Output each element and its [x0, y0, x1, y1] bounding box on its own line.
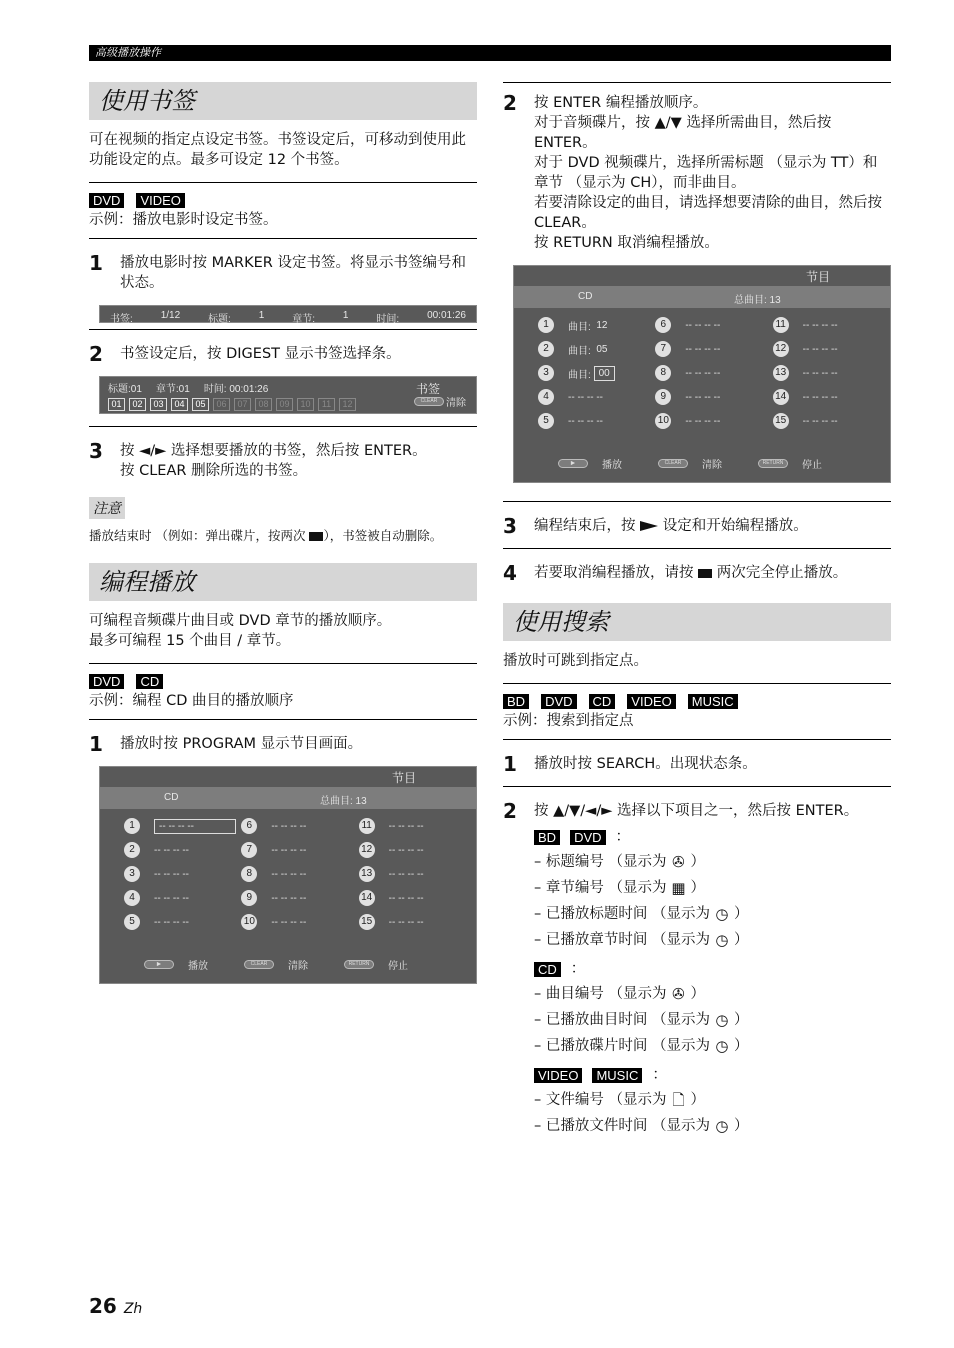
- slot-value: -- -- -- --: [154, 868, 189, 880]
- disc-type: CD: [578, 291, 593, 302]
- program-slot[interactable]: [359, 913, 476, 931]
- program-slot[interactable]: [124, 865, 241, 883]
- bookmark-slot[interactable]: 08: [255, 398, 272, 411]
- clear-label: 清除: [288, 961, 308, 972]
- total-tracks: 总曲目: 13: [320, 796, 367, 807]
- slot-number: 14: [773, 389, 789, 405]
- left-column: [89, 82, 477, 990]
- slot-value: -- -- -- --: [388, 892, 424, 904]
- clear-button[interactable]: CLEAR: [414, 397, 444, 406]
- group1-badges: [534, 827, 891, 847]
- step-number: 2: [503, 799, 517, 823]
- slot-value: -- -- -- --: [568, 391, 603, 403]
- note-title: 注意: [89, 497, 125, 519]
- program-slot[interactable]: [655, 316, 772, 334]
- program-example: 示例：编程 CD 曲目的播放顺序: [89, 693, 294, 709]
- slot-number: 8: [655, 365, 671, 381]
- breadcrumb: 高级播放操作: [89, 45, 891, 61]
- stop-label: 停止: [388, 961, 408, 972]
- step-text: 播放时按 SEARCH。出现状态条。: [534, 756, 757, 772]
- disc-type: CD: [164, 792, 179, 803]
- divider: [503, 786, 891, 787]
- note-text-b: ），书签被自动删除。: [323, 528, 443, 543]
- slot-value: -- -- -- --: [271, 820, 307, 832]
- program-slot[interactable]: [655, 340, 772, 358]
- bookmark-slot[interactable]: 06: [213, 398, 230, 411]
- step-text: 按 RETURN 取消编程播放。: [534, 235, 719, 251]
- strip-value: 00:01:26: [427, 310, 466, 321]
- search-badges: [503, 694, 891, 709]
- program-intro: [89, 611, 477, 651]
- step-number: 1: [503, 752, 517, 776]
- divider: [89, 182, 477, 183]
- bookmark-slot[interactable]: 10: [297, 398, 314, 411]
- program-slot[interactable]: [359, 817, 476, 835]
- slot-value: -- -- -- --: [271, 916, 307, 928]
- program-screen-1: [99, 766, 477, 984]
- slot-value: -- -- -- --: [154, 916, 189, 928]
- program-slot[interactable]: [124, 913, 241, 931]
- step-number: 3: [89, 439, 103, 463]
- item-text: – 已播放章节时间 （显示为: [534, 932, 710, 948]
- program-step-2: [503, 89, 891, 259]
- badge-dvd: DVD: [541, 694, 576, 709]
- list-item: [534, 875, 891, 901]
- slot-number: 14: [359, 890, 375, 906]
- bookmark-slot[interactable]: 09: [276, 398, 293, 411]
- section-title-program: 编程播放: [89, 563, 477, 601]
- group2-badges: [534, 959, 891, 979]
- badge-dvd: DVD: [570, 830, 605, 845]
- item-text: – 章节编号 （显示为: [534, 880, 667, 896]
- program-slot[interactable]: [538, 388, 655, 406]
- divider: [89, 426, 477, 427]
- slot-number: 2: [124, 842, 140, 858]
- badge-video: VIDEO: [136, 193, 184, 208]
- clear-button[interactable]: CLEAR: [658, 459, 688, 468]
- bm-chapter-info: 章节:01: [155, 384, 190, 395]
- stop-icon: [698, 569, 712, 578]
- list-item: [534, 1113, 891, 1139]
- return-button[interactable]: RETURN: [758, 459, 788, 468]
- total-tracks: 总曲目: 13: [734, 295, 781, 306]
- bookmark-status-strip: [99, 305, 477, 323]
- slot-number: 9: [241, 890, 257, 906]
- step-text: [534, 516, 891, 536]
- close-paren: ）: [690, 986, 705, 1002]
- film-reel-icon: ✇: [672, 985, 685, 1003]
- list-item: [534, 1007, 891, 1033]
- bookmark-selection-bar: [99, 376, 477, 414]
- item-text: – 文件编号 （显示为: [534, 1092, 667, 1108]
- slot-value: -- -- -- --: [388, 916, 424, 928]
- step-number: 1: [89, 732, 103, 756]
- bookmark-example: 示例：播放电影时设定书签。: [89, 212, 278, 228]
- strip-label: 时间:: [376, 314, 400, 325]
- file-icon: 🗋: [672, 1091, 685, 1109]
- divider: [503, 548, 891, 549]
- slot-value: -- -- -- --: [685, 343, 721, 355]
- program-slot[interactable]: [241, 889, 358, 907]
- note-text-a: 播放结束时 （例如：弹出碟片，按两次: [89, 528, 310, 543]
- slot-value: -- -- -- --: [685, 415, 721, 427]
- play-label: 播放: [602, 460, 622, 471]
- slot-value: -- -- -- --: [271, 844, 307, 856]
- language-code: Zh: [123, 1301, 143, 1317]
- program-slot[interactable]: [124, 817, 241, 835]
- program-slot[interactable]: [655, 412, 772, 430]
- step-text: 播放时按 PROGRAM 显示节目画面。: [120, 736, 363, 752]
- search-step-1: [503, 746, 891, 780]
- step-text: 播放电影时按 MARKER 设定书签。将显示书签编号和状态。: [120, 255, 466, 291]
- program-step-4: [503, 555, 891, 589]
- step-text: 按 CLEAR 删除所选的书签。: [120, 463, 308, 479]
- badge-bd: BD: [534, 830, 560, 845]
- program-screen-2: [513, 265, 891, 483]
- clear-label: 清除: [446, 398, 466, 409]
- colon: ：: [570, 961, 586, 977]
- search-example: 示例：搜索到指定点: [503, 713, 634, 729]
- slot-number: 11: [773, 317, 789, 333]
- step-text: 书签设定后，按 DIGEST 显示书签选择条。: [120, 346, 401, 362]
- program-step-1: [89, 726, 477, 760]
- bm-clear: [414, 394, 466, 409]
- strip-value: 1/12: [160, 310, 181, 321]
- badge-cd: CD: [136, 674, 163, 689]
- program-slot[interactable]: [773, 340, 890, 358]
- slot-number: 7: [655, 341, 671, 357]
- step-text: [534, 563, 891, 583]
- program-slot[interactable]: [359, 889, 476, 907]
- program-slot[interactable]: [773, 364, 890, 382]
- badge-dvd: DVD: [89, 193, 124, 208]
- return-button[interactable]: RETURN: [344, 960, 374, 969]
- bookmark-slot[interactable]: 07: [234, 398, 251, 411]
- slot-number: 11: [359, 818, 375, 834]
- step-number: 2: [503, 91, 517, 115]
- slot-value: -- -- -- --: [802, 343, 838, 355]
- clear-label: 清除: [702, 460, 722, 471]
- program-slot[interactable]: [773, 316, 890, 334]
- slot-value: -- -- -- --: [271, 892, 307, 904]
- slot-number: 3: [124, 866, 140, 882]
- bookmark-slot[interactable]: 11: [318, 398, 335, 411]
- track-label: 曲目:: [568, 369, 591, 381]
- close-paren: ）: [733, 932, 749, 948]
- divider: [503, 82, 891, 83]
- item-text: – 已播放标题时间 （显示为: [534, 906, 710, 922]
- bookmark-slot[interactable]: 05: [192, 398, 209, 411]
- program-slot[interactable]: [538, 412, 655, 430]
- slot-value: -- -- -- --: [154, 892, 189, 904]
- slot-number: 3: [538, 365, 554, 381]
- strip-value: 1: [342, 310, 349, 321]
- close-paren: ）: [690, 854, 705, 870]
- list-item: [534, 1033, 891, 1059]
- slot-number: 4: [538, 389, 554, 405]
- slot-value: -- -- -- --: [568, 415, 603, 427]
- slot-number: 8: [241, 866, 257, 882]
- divider: [89, 238, 477, 239]
- track-label: 曲目:: [568, 345, 591, 357]
- slot-value: -- -- -- --: [388, 844, 424, 856]
- slot-number: 13: [773, 365, 789, 381]
- divider: [503, 501, 891, 502]
- program-header: 节目: [391, 771, 416, 785]
- slot-value: -- -- -- --: [271, 868, 307, 880]
- slot-number: 13: [359, 866, 375, 882]
- clock-icon: ◷: [715, 1117, 729, 1135]
- program-slot[interactable]: [124, 841, 241, 859]
- program-footer: [514, 430, 890, 481]
- badge-music: MUSIC: [688, 694, 738, 709]
- step-text-a: 编程结束后，按: [534, 518, 641, 534]
- slot-number: 4: [124, 890, 140, 906]
- list-item: [534, 849, 891, 875]
- badge-music: MUSIC: [592, 1068, 642, 1083]
- step-number: 4: [503, 561, 517, 585]
- slot-value: -- -- -- --: [685, 319, 721, 331]
- play-label: 播放: [188, 961, 208, 972]
- bookmark-step-1: [89, 245, 477, 299]
- note-text: [89, 527, 477, 545]
- colon: ：: [615, 829, 631, 845]
- clock-disc-icon: ◷: [715, 1037, 729, 1055]
- badge-video: VIDEO: [534, 1068, 582, 1083]
- slot-number: 10: [655, 413, 671, 429]
- step-text: 对于 DVD 视频碟片，选择所需标题 （显示为 TT）和章节 （显示为 CH），而非曲目。: [534, 155, 878, 191]
- group3-badges: [534, 1065, 891, 1085]
- item-text: – 标题编号 （显示为: [534, 854, 667, 870]
- play-button[interactable]: ►: [144, 960, 174, 969]
- bookmark-step-2: [89, 336, 477, 370]
- slot-value: -- -- -- --: [802, 415, 838, 427]
- program-slot[interactable]: [359, 841, 476, 859]
- slot-value: -- -- -- --: [802, 367, 838, 379]
- program-step-3: [503, 508, 891, 542]
- step-text-b: 两次完全停止播放。: [712, 565, 848, 581]
- slot-value: -- -- -- --: [388, 820, 424, 832]
- step-text-b: 设定和开始编程播放。: [658, 518, 808, 534]
- slot-value: -- -- -- --: [685, 391, 721, 403]
- list-item: [534, 927, 891, 953]
- section-title-bookmark: 使用书签: [89, 82, 477, 120]
- colon: ：: [652, 1067, 667, 1083]
- close-paren: ）: [733, 1038, 749, 1054]
- program-slot[interactable]: [124, 889, 241, 907]
- clock-tt-icon: ◷: [715, 905, 729, 923]
- bm-title-info: 标题:01: [108, 384, 142, 395]
- program-intro-line: 可编程音频碟片曲目或 DVD 章节的播放顺序。: [89, 613, 392, 629]
- clock-ch-icon: ◷: [715, 931, 729, 949]
- slot-number: 10: [241, 914, 257, 930]
- bm-header: 书签: [415, 382, 440, 396]
- program-slot[interactable]: [359, 865, 476, 883]
- program-slot[interactable]: [538, 340, 655, 358]
- slot-number: 15: [773, 413, 789, 429]
- slot-number: 1: [538, 317, 554, 333]
- slot-number: 2: [538, 341, 554, 357]
- program-slot[interactable]: [241, 841, 358, 859]
- clear-button[interactable]: CLEAR: [244, 960, 274, 969]
- bookmark-slot[interactable]: 02: [129, 398, 146, 411]
- step-number: 3: [503, 514, 517, 538]
- program-slot[interactable]: [773, 388, 890, 406]
- program-grid: [100, 809, 476, 931]
- slot-value: -- -- -- --: [802, 391, 838, 403]
- badge-bd: BD: [503, 694, 529, 709]
- program-slot[interactable]: [538, 364, 655, 382]
- film-strip-icon: ▦: [671, 879, 686, 897]
- track-value: 12: [596, 319, 608, 331]
- divider: [89, 663, 477, 664]
- program-header: 节目: [805, 270, 830, 284]
- divider: [503, 683, 891, 684]
- close-paren: ）: [733, 906, 749, 922]
- badge-cd: CD: [534, 962, 561, 977]
- slot-number: 5: [124, 914, 140, 930]
- list-item: [534, 901, 891, 927]
- badge-video: VIDEO: [627, 694, 675, 709]
- slot-number: 5: [538, 413, 554, 429]
- item-text: – 已播放碟片时间 （显示为: [534, 1038, 710, 1054]
- track-value-selected[interactable]: 00: [594, 366, 615, 381]
- bm-time-info: 时间: 00:01:26: [203, 384, 269, 395]
- page-footer: [89, 1294, 142, 1318]
- close-paren: ）: [690, 880, 705, 896]
- play-icon: [640, 521, 658, 531]
- divider: [89, 719, 477, 720]
- step-text: 对于音频碟片，按 ▲/▼ 选择所需曲目，然后按 ENTER。: [534, 115, 832, 151]
- step-text-a: 若要取消编程播放，请按: [534, 565, 699, 581]
- badge-cd: CD: [589, 694, 616, 709]
- slot-value: -- -- -- --: [154, 844, 189, 856]
- program-intro-line: 最多可编程 15 个曲目 / 章节。: [89, 633, 291, 649]
- bookmark-intro: 可在视频的指定点设定书签。书签设定后，可移动到使用此功能设定的点。最多可设定 12 个书签。: [89, 132, 466, 168]
- slot-number: 1: [124, 818, 140, 834]
- step-number: 2: [89, 342, 103, 366]
- close-paren: ）: [733, 1012, 749, 1028]
- program-slot[interactable]: [241, 913, 358, 931]
- slot-value: -- -- -- --: [802, 319, 838, 331]
- slot-number: 7: [241, 842, 257, 858]
- slot-number: 6: [241, 818, 257, 834]
- strip-label: 标题:: [208, 314, 231, 325]
- strip-label: 书签:: [110, 314, 133, 325]
- right-column: [503, 82, 891, 1145]
- list-item: [534, 981, 891, 1007]
- program-slot[interactable]: [773, 412, 890, 430]
- bookmark-slot[interactable]: 12: [339, 398, 356, 411]
- item-text: – 曲目编号 （显示为: [534, 986, 667, 1002]
- slot-number: 9: [655, 389, 671, 405]
- step-text: 按 ▲/▼/◄/► 选择以下项目之一，然后按 ENTER。: [534, 803, 859, 819]
- step-text: 按 ENTER 编程播放顺序。: [534, 95, 708, 111]
- program-slot[interactable]: [655, 388, 772, 406]
- program-slot[interactable]: [655, 364, 772, 382]
- slot-number: 12: [359, 842, 375, 858]
- program-slot[interactable]: [241, 865, 358, 883]
- bookmark-slot[interactable]: 03: [150, 398, 167, 411]
- step-text: 按 ◄/► 选择想要播放的书签，然后按 ENTER。: [120, 443, 427, 459]
- program-footer: [100, 931, 476, 982]
- search-intro: 播放时可跳到指定点。: [503, 653, 648, 669]
- item-text: – 已播放曲目时间 （显示为: [534, 1012, 710, 1028]
- bookmark-slot[interactable]: 01: [108, 398, 125, 411]
- program-grid: [514, 308, 890, 430]
- slot-number: 6: [655, 317, 671, 333]
- step-text: 若要清除设定的曲目，请选择想要清除的曲目，然后按 CLEAR。: [534, 195, 882, 231]
- track-label: 曲目:: [568, 321, 591, 333]
- stop-label: 停止: [802, 460, 822, 471]
- track-value: 05: [596, 343, 608, 355]
- bookmark-badges: [89, 193, 477, 208]
- program-slot[interactable]: [241, 817, 358, 835]
- film-reel-icon: ✇: [672, 853, 685, 871]
- program-badges: [89, 674, 477, 689]
- step-number: 1: [89, 251, 103, 275]
- slot-number: 12: [773, 341, 789, 357]
- clock-track-icon: ◷: [715, 1011, 729, 1029]
- slot-number: 15: [359, 914, 375, 930]
- search-step-2: [503, 793, 891, 1145]
- divider: [89, 329, 477, 330]
- strip-value: 1: [258, 310, 265, 321]
- badge-dvd: DVD: [89, 674, 124, 689]
- bookmark-slot[interactable]: 04: [171, 398, 188, 411]
- play-button[interactable]: ►: [558, 459, 588, 468]
- list-item: [534, 1087, 891, 1113]
- section-title-search: 使用搜索: [503, 603, 891, 641]
- page-number: 26: [89, 1294, 117, 1318]
- program-slot[interactable]: [538, 316, 655, 334]
- bookmark-step-3: [89, 433, 477, 487]
- item-text: – 已播放文件时间 （显示为: [534, 1118, 710, 1134]
- slot-value: -- -- -- --: [154, 819, 236, 834]
- stop-icon: [309, 532, 323, 541]
- divider: [503, 739, 891, 740]
- close-paren: ）: [690, 1092, 705, 1108]
- slot-value: -- -- -- --: [388, 868, 424, 880]
- slot-value: -- -- -- --: [685, 367, 721, 379]
- close-paren: ）: [733, 1118, 749, 1134]
- strip-label: 章节:: [292, 314, 315, 325]
